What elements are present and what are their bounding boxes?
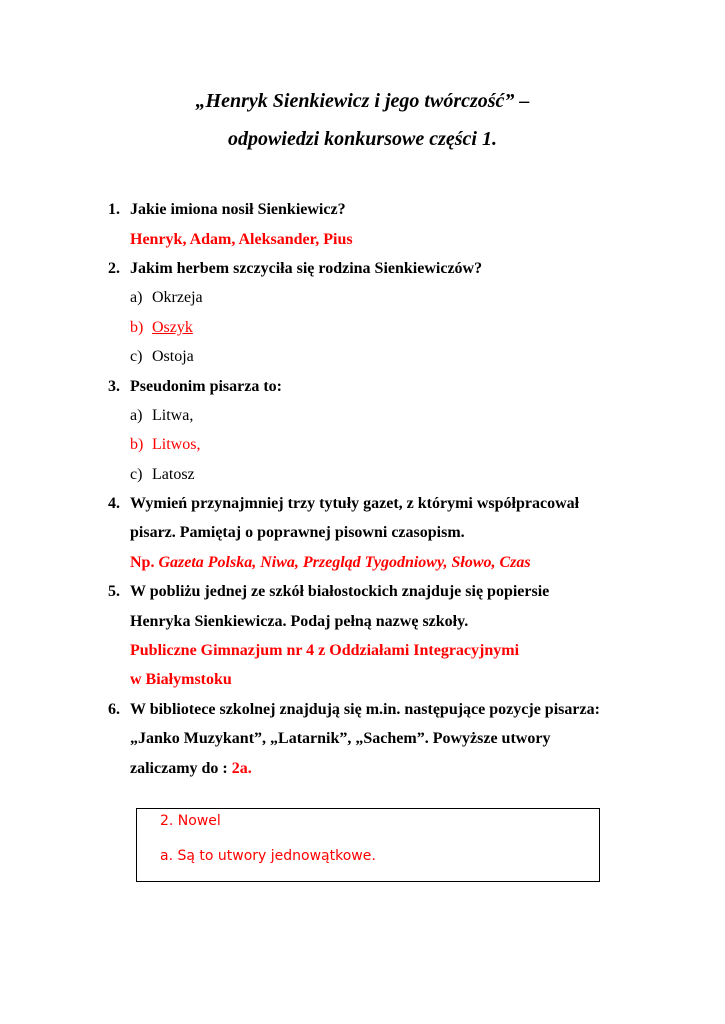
option-letter: a) — [130, 289, 143, 306]
question-text: „Janko Muzykant”, „Latarnik”, „Sachem”. Powyższe utwory — [130, 730, 551, 747]
option-text: Ostoja — [152, 348, 194, 365]
document-title-line-1: „Henryk Sienkiewicz i jego twórczość” – — [195, 90, 530, 112]
question-number: 4. — [108, 495, 120, 512]
answer-text: w Białymstoku — [130, 671, 232, 688]
option-text: Latosz — [152, 466, 195, 483]
question-text: Henryka Sienkiewicza. Podaj pełną nazwę szkoły. — [130, 613, 469, 630]
option-letter: a) — [130, 407, 143, 424]
question-text: W pobliżu jednej ze szkół białostockich znajduje się popiersie — [130, 583, 550, 600]
answer-box — [136, 808, 600, 882]
answer-text: 2a. — [231, 760, 252, 777]
question-text — [130, 759, 252, 779]
option-letter: c) — [130, 348, 143, 365]
option-letter: c) — [130, 466, 143, 483]
question-number: 2. — [108, 260, 120, 277]
document-title-line-2: odpowiedzi konkursowe części 1. — [228, 128, 497, 150]
option-text: Okrzeja — [152, 289, 203, 306]
question-number: 1. — [108, 201, 120, 218]
answer-option — [130, 465, 195, 485]
question-text: Pseudonim pisarza to: — [130, 378, 282, 395]
answer-option-correct — [130, 435, 200, 455]
answer-option — [130, 288, 203, 308]
answer-text — [130, 553, 531, 573]
answer-titles: Gazeta Polska, Niwa, Przegląd Tygodniowy, Słowo, Czas — [158, 554, 531, 571]
question-text: Jakie imiona nosił Sienkiewicz? — [130, 201, 346, 218]
answer-text: Publiczne Gimnazjum nr 4 z Oddziałami Integracyjnymi — [130, 642, 520, 659]
question-text-end: zaliczamy do : — [130, 760, 228, 777]
question-number: 5. — [108, 583, 120, 600]
question-text: Wymień przynajmniej trzy tytuły gazet, z którymi współpracował — [130, 495, 580, 512]
question-number: 3. — [108, 378, 120, 395]
option-text: Litwos, — [152, 436, 201, 453]
answer-option-correct — [130, 318, 193, 338]
option-letter: b) — [130, 319, 144, 336]
question-number: 6. — [108, 701, 120, 718]
question-text: W bibliotece szkolnej znajdują się m.in. następujące pozycje pisarza: — [130, 701, 600, 718]
question-text: Jakim herbem szczyciła się rodzina Sienkiewiczów? — [130, 260, 483, 277]
option-letter: b) — [130, 436, 144, 453]
answer-box-line-1: 2. Nowel — [160, 813, 221, 829]
answer-option — [130, 347, 194, 367]
answer-option — [130, 406, 193, 426]
option-text: Oszyk — [152, 319, 193, 336]
answer-prefix: Np. — [130, 554, 155, 571]
question-text: pisarz. Pamiętaj o poprawnej pisowni czasopism. — [130, 524, 465, 541]
answer-box-line-2: a. Są to utwory jednowątkowe. — [160, 848, 376, 864]
option-text: Litwa, — [152, 407, 194, 424]
answer-text: Henryk, Adam, Aleksander, Pius — [130, 231, 353, 248]
